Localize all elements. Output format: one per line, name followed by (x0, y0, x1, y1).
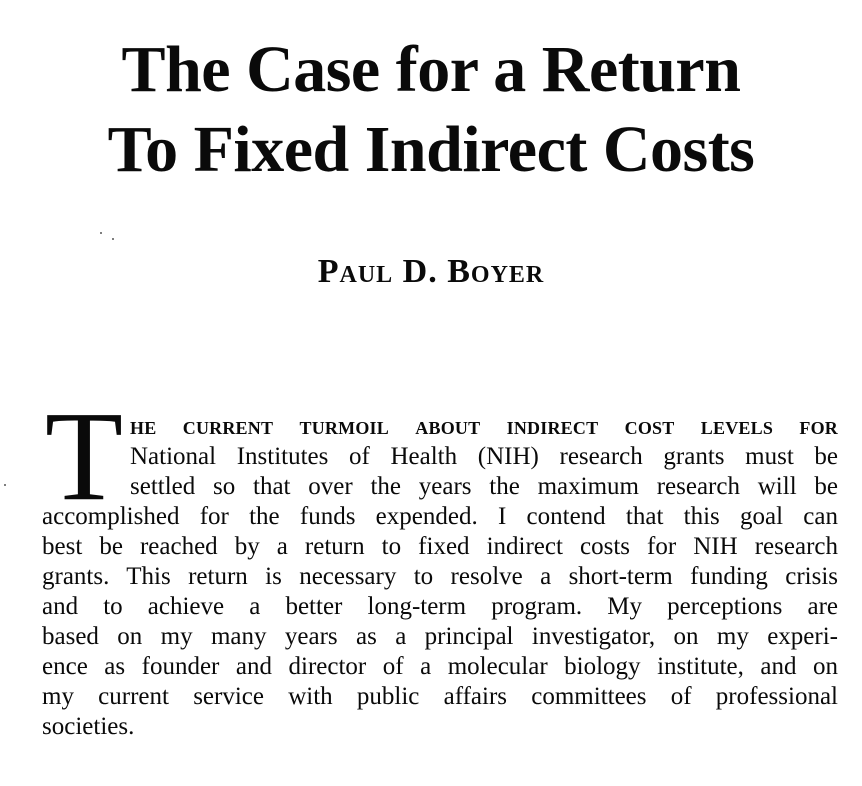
body-line: grants. This return is necessary to resolve a short-term funding crisis (42, 563, 838, 590)
lead-in-smallcaps: he current turmoil about indirect cost levels for (130, 413, 838, 440)
article-title (0, 30, 862, 190)
body-line: National Institutes of Health (NIH) research grants must be (130, 443, 838, 470)
scan-speck (100, 232, 102, 234)
body-line: best be reached by a return to fixed indirect costs for NIH research (42, 533, 838, 560)
scan-speck (4, 484, 6, 486)
body-line: accomplished for the funds expended. I contend that this goal can (42, 503, 838, 530)
article-author: Paul D. Boyer (317, 253, 545, 290)
body-line: based on my many years as a principal investigator, on my experi- (42, 623, 838, 650)
body-line (42, 412, 838, 442)
body-line: my current service with public affairs committees of professional (42, 683, 838, 710)
body-line: ence as founder and director of a molecular biology institute, and on (42, 653, 838, 680)
article-title-line-1: The Case for a Return (121, 33, 741, 106)
article-title-line-2: To Fixed Indirect Costs (107, 113, 755, 186)
body-line: and to achieve a better long-term program. My perceptions are (42, 593, 838, 620)
body-line: societies. (42, 713, 135, 740)
body-line: settled so that over the years the maximum research will be (130, 473, 838, 500)
article-body (42, 412, 838, 742)
drop-cap: T (44, 385, 124, 527)
scan-speck (112, 238, 114, 240)
